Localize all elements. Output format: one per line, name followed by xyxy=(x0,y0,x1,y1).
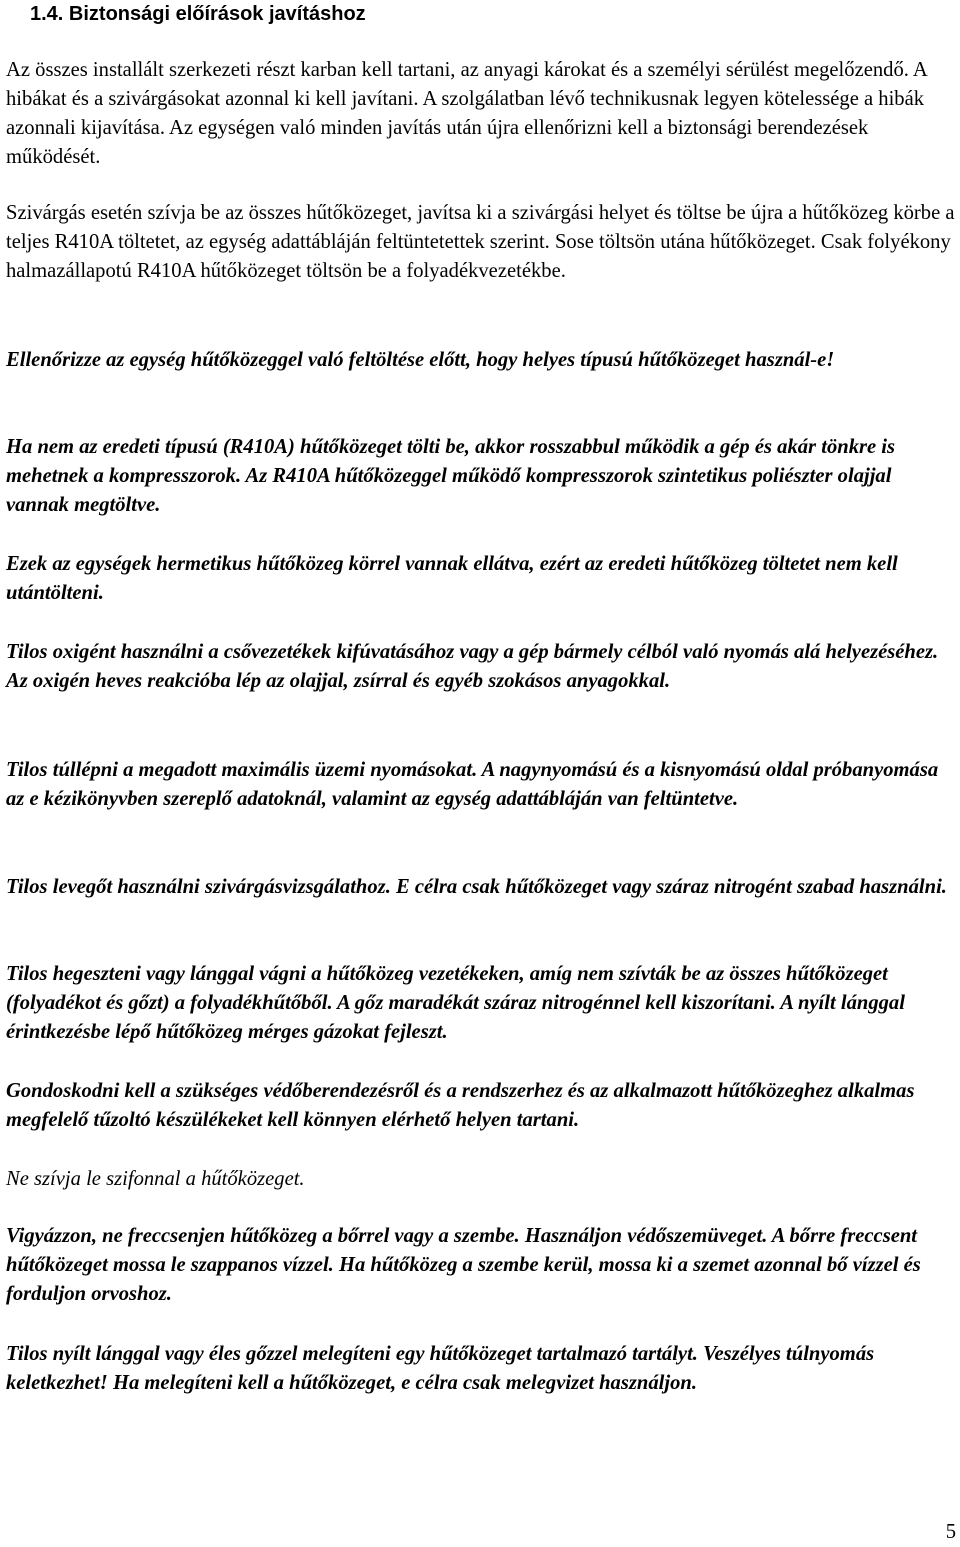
paragraph-no-welding: Tilos hegeszteni vagy lánggal vágni a hűtőközeg vezetékeken, amíg nem szívták be az összes hűtőközeget (folyadékot és gőzt) a folyadékhűtőből. A gőz maradékát száraz nitrogénnel kell kiszorítani. A nyílt lánggal érintkezésbe lépő hűtőközeg mérges gázokat fejleszt. xyxy=(6,963,905,1043)
paragraph-hermetic-circuit: Ezek az egységek hermetikus hűtőközeg körrel vannak ellátva, ezért az eredeti hűtőközeg töltetet nem kell utántölteni. xyxy=(6,553,898,604)
paragraph-max-pressure: Tilos túllépni a megadott maximális üzemi nyomásokat. A nagynyomású és a kisnyomású oldal próbanyomása az e kézikönyvben szereplő adatoknál, valamint az egység adattábláján van feltüntetve. xyxy=(6,759,939,810)
paragraph-no-oxygen: Tilos oxigént használni a csővezetékek kifúvatásához vagy a gép bármely célból való nyomás alá helyezéséhez. Az oxigén heves reakcióba lép az olajjal, zsírral és egyéb szokásos anyagokkal. xyxy=(6,641,939,692)
paragraph-no-siphon: Ne szívja le szifonnal a hűtőközeget. xyxy=(6,1168,305,1190)
paragraph-check-refrigerant: Ellenőrizze az egység hűtőközeggel való feltöltése előtt, hogy helyes típusú hűtőközeget használ-e! xyxy=(6,349,835,371)
section-title: Biztonsági előírások javításhoz xyxy=(68,3,366,25)
paragraph-no-air: Tilos levegőt használni szivárgásvizsgálathoz. E célra csak hűtőközeget vagy száraz nitrogént szabad használni. xyxy=(6,876,947,898)
section-heading xyxy=(6,0,366,28)
paragraph-leak-repair: Szivárgás esetén szívja be az összes hűtőközeget, javítsa ki a szivárgási helyet és töltse be újra a hűtőközeg körbe a teljes R410A töltetet, az egység adattábláján feltüntetettek szerint. Sose töltsön utána hűtőközeget. Csak folyékony halmazállapotú R410A hűtőközeget töltsön be a folyadékvezetékbe. xyxy=(6,202,955,282)
page-number: 5 xyxy=(945,1521,956,1543)
paragraph-original-refrigerant: Ha nem az eredeti típusú (R410A) hűtőközeget tölti be, akkor rosszabbul működik a gép és akár tönkre is mehetnek a kompresszorok. Az R410A hűtőközeggel működő kompresszorok szintetikus poliészter olajjal vannak megtöltve. xyxy=(6,436,896,516)
paragraph-eye-skin-protection: Vigyázzon, ne freccsenjen hűtőközeg a bőrrel vagy a szembe. Használjon védőszemüveget. A bőrre freccsent hűtőközeget mossa le szappanos vízzel. Ha hűtőközeg a szembe kerül, mossa ki a szemet azonnal bő vízzel és forduljon orvoshoz. xyxy=(6,1225,921,1305)
paragraph-no-heating: Tilos nyílt lánggal vagy éles gőzzel melegíteni egy hűtőközeget tartalmazó tartályt. Veszélyes túlnyomás keletkezhet! Ha melegíteni kell a hűtőközeget, e célra csak melegvizet használjon. xyxy=(6,1343,875,1394)
section-number: 1.4. xyxy=(30,3,64,25)
paragraph-maintenance: Az összes installált szerkezeti részt karban kell tartani, az anyagi károkat és a személyi sérülést megelőzendő. A hibákat és a szivárgásokat azonnal ki kell javítani. A szolgálatban lévő technikusnak legyen kötelessége a hibák azonnali kijavítása. Az egységen való minden javítás után újra ellenőrizni kell a biztonsági berendezések működését. xyxy=(6,59,927,168)
paragraph-fire-safety: Gondoskodni kell a szükséges védőberendezésről és a rendszerhez és az alkalmazott hűtőközeghez alkalmas megfelelő tűzoltó készülékeket kell könnyen elérhető helyen tartani. xyxy=(6,1080,915,1131)
